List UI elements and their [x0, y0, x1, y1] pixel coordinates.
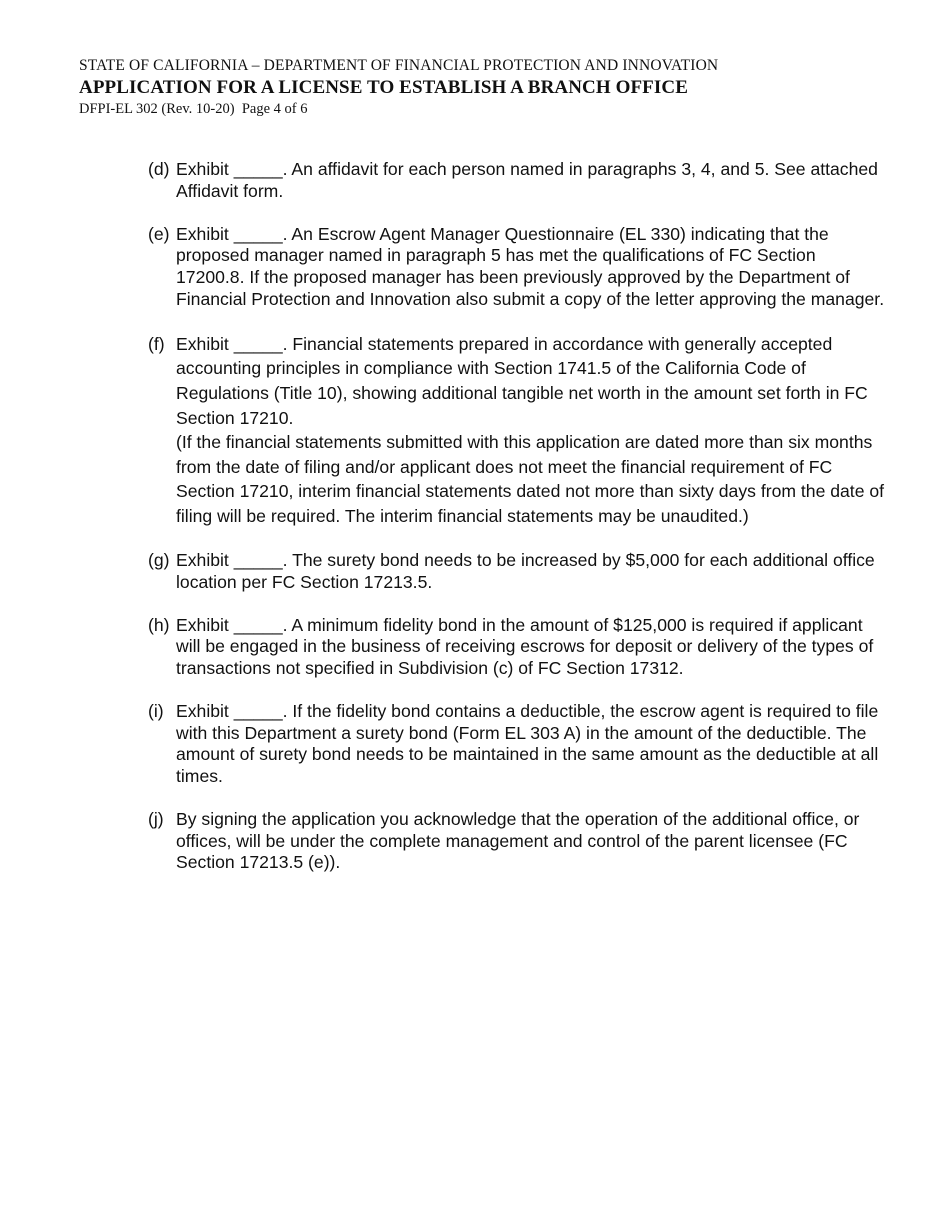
item-letter: (g): [148, 550, 170, 571]
item-text: Exhibit _____. The surety bond needs to be increased by $5,000 for each additional office location per FC Section 17213.5.: [176, 550, 875, 592]
item-text: Exhibit _____. An affidavit for each person named in paragraphs 3, 4, and 5. See attached Affidavit form.: [176, 159, 878, 201]
exhibit-item-h: [148, 615, 888, 680]
item-text: Exhibit _____. An Escrow Agent Manager Questionnaire (EL 330) indicating that the proposed manager named in paragraph 5 has met the qualifications of FC Section 17200.8. If the proposed manager has been previously approved by the Department of Financial Protection and Innovation also submit a copy of the letter approving the manager.: [176, 223, 885, 309]
item-letter: (j): [148, 809, 164, 830]
item-letter: (d): [148, 159, 170, 179]
item-letter: (e): [148, 223, 170, 244]
item-text: Exhibit _____. If the fidelity bond contains a deductible, the escrow agent is required to file with this Department a surety bond (Form EL 303 A) in the amount of the deductible. The amount of surety bond needs to be maintained in the same amount as the deductible at all times.: [176, 701, 879, 787]
item-letter: (f): [148, 333, 165, 354]
exhibit-item-g: [148, 550, 888, 593]
item-note: (If the financial statements submitted with this application are dated more than six months from the date of filing and/or applicant does not meet the financial requirement of FC Section 17210, interim financial statements dated not more than sixty days from the date of filing will be required. The interim financial statements may be unaudited.): [176, 432, 885, 526]
item-letter: (i): [148, 701, 164, 722]
agency-name: STATE OF CALIFORNIA – DEPARTMENT OF FINANCIAL PROTECTION AND INNOVATION: [79, 57, 719, 74]
exhibit-item-j: [148, 809, 888, 874]
item-text: Exhibit _____. Financial statements prepared in accordance with generally accepted accounting principles in compliance with Section 1741.5 of the California Code of Regulations (Title 10), showing additional tangible net worth in the amount set forth in FC Section 17210.: [176, 333, 868, 428]
exhibit-item-f: [148, 332, 888, 529]
item-text: Exhibit _____. A minimum fidelity bond in the amount of $125,000 is required if applicant will be engaged in the business of receiving escrows for deposit or delivery of the types of transactions not specified in Subdivision (c) of FC Section 17312.: [176, 614, 874, 679]
form-title: APPLICATION FOR A LICENSE TO ESTABLISH A BRANCH OFFICE: [79, 77, 688, 98]
form-id-page-number: DFPI-EL 302 (Rev. 10-20) Page 4 of 6: [79, 101, 308, 117]
page-header: [79, 56, 899, 119]
exhibit-item-i: [148, 701, 888, 787]
item-letter: (h): [148, 614, 170, 635]
exhibit-item-d: [148, 159, 888, 202]
exhibit-item-e: [148, 224, 888, 310]
item-text: By signing the application you acknowledge that the operation of the additional office, or offices, will be under the complete management and control of the parent licensee (FC Section 17213.5 (e)).: [176, 809, 860, 873]
exhibit-list: [148, 159, 888, 874]
